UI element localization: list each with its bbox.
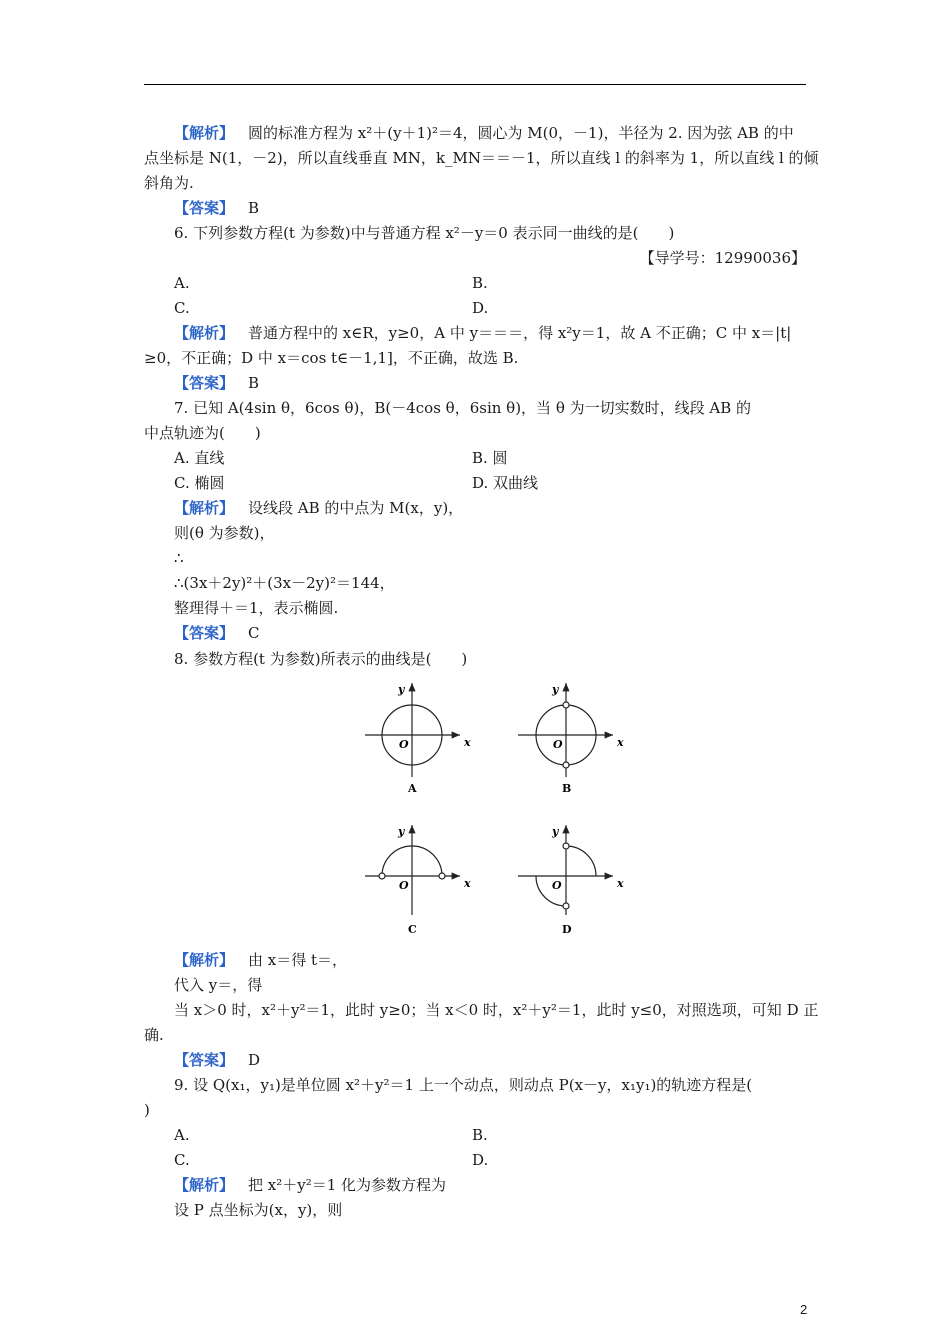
q7-stem-line-1: 7. 已知 A(4sin θ，6cos θ)，B(－4cos θ，6sin θ)，当 θ 为一切实数时，线段 AB 的	[174, 399, 752, 417]
open-point	[563, 903, 569, 909]
x-label: x	[464, 736, 471, 749]
x-label: x	[617, 736, 624, 749]
q9-stem-line-1: 9. 设 Q(x₁，y₁)是单位圆 x²＋y²＝1 上一个动点，则动点 P(x－y，x₁y₁)的轨迹方程是(	[174, 1076, 753, 1094]
analysis-tag: 【解析】	[174, 124, 235, 142]
q8-options-figure	[340, 675, 650, 945]
answer-tag: 【答案】	[174, 199, 235, 217]
open-point	[439, 873, 445, 879]
q6-option-a: A.	[174, 274, 190, 292]
y-label: y	[398, 825, 405, 838]
q7-option-b: B. 圆	[472, 449, 508, 467]
q7-option-c: C. 椭圆	[174, 474, 225, 492]
q7-analysis-line-2: 则(θ 为参数)，	[174, 524, 275, 542]
q7-analysis-line-1: 【解析】 设线段 AB 的中点为 M(x，y)，	[174, 499, 464, 517]
open-point	[379, 873, 385, 879]
origin-label: O	[552, 879, 562, 892]
q8-analysis-line-3: 当 x＞0 时，x²＋y²＝1，此时 y≥0；当 x＜0 时，x²＋y²＝1，此时 y≤0，对照选项，可知 D 正	[174, 1001, 819, 1019]
y-label: y	[398, 683, 405, 696]
q6-option-b: B.	[472, 274, 488, 292]
q7-analysis-line-5: 整理得＋＝1，表示椭圆.	[174, 599, 339, 617]
option-c-graph	[365, 825, 460, 915]
q6-analysis-line-1: 【解析】 普通方程中的 x∈R，y≥0，A 中 y＝＝＝，得 x²y＝1，故 A 不正确；C 中 x＝|t|	[174, 324, 792, 342]
q9-option-b: B.	[472, 1126, 488, 1144]
option-a-label: A	[408, 782, 417, 795]
q6-option-c: C.	[174, 299, 190, 317]
q7-analysis-line-4: ∴(3x＋2y)²＋(3x－2y)²＝144，	[174, 574, 395, 592]
q5-analysis-line-1: 【解析】 圆的标准方程为 x²＋(y＋1)²＝4，圆心为 M(0，－1)，半径为 2. 因为弦 AB 的中	[174, 124, 794, 142]
q5-analysis-line-2: 点坐标是 N(1，－2)，所以直线垂直 MN，k_MN＝＝－1，所以直线 l 的斜率为 1，所以直线 l 的倾	[144, 149, 819, 167]
q8-stem: 8. 参数方程(t 为参数)所表示的曲线是( )	[174, 650, 468, 668]
option-d-label: D	[562, 923, 572, 936]
q9-option-c: C.	[174, 1151, 190, 1169]
q9-option-a: A.	[174, 1126, 190, 1144]
origin-label: O	[553, 738, 563, 751]
open-point	[563, 762, 569, 768]
q6-option-d: D.	[472, 299, 489, 317]
x-label: x	[464, 877, 471, 890]
y-label: y	[552, 683, 559, 696]
q5-answer: 【答案】 B	[174, 199, 260, 217]
q6-analysis-line-2: ≥0，不正确；D 中 x＝cos t∈－1,1]，不正确，故选 B.	[144, 349, 519, 367]
open-point	[563, 843, 569, 849]
q9-stem-line-2: )	[144, 1101, 150, 1119]
origin-label: O	[399, 738, 409, 751]
q6-answer: 【答案】 B	[174, 374, 260, 392]
option-b-graph	[518, 683, 613, 777]
q7-option-a: A. 直线	[174, 449, 225, 467]
q9-option-d: D.	[472, 1151, 489, 1169]
q7-stem-line-2: 中点轨迹为( )	[144, 424, 261, 442]
q9-analysis-line-1: 【解析】 把 x²＋y²＝1 化为参数方程为	[174, 1176, 447, 1194]
option-a-graph	[365, 683, 460, 777]
q8-analysis-line-2: 代入 y＝，得	[174, 976, 263, 994]
q9-analysis-line-2: 设 P 点坐标为(x，y)，则	[174, 1201, 343, 1219]
page-number: 2	[800, 1302, 808, 1317]
option-c-label: C	[408, 923, 417, 936]
open-point	[563, 702, 569, 708]
x-label: x	[617, 877, 624, 890]
header-rule	[144, 84, 806, 85]
option-d-graph	[518, 825, 613, 915]
origin-label: O	[399, 879, 409, 892]
option-b-label: B	[562, 782, 572, 795]
q8-answer: 【答案】 D	[174, 1051, 261, 1069]
arc-quadrant-1	[566, 846, 596, 876]
q8-analysis-line-1: 【解析】 由 x＝得 t＝，	[174, 951, 348, 969]
q7-option-d: D. 双曲线	[472, 474, 539, 492]
q7-analysis-line-3: ∴	[174, 549, 184, 567]
q6-stem: 6. 下列参数方程(t 为参数)中与普通方程 x²－y＝0 表示同一曲线的是( )	[174, 224, 675, 242]
y-label: y	[552, 825, 559, 838]
q5-analysis-line-3: 斜角为.	[144, 174, 194, 192]
q6-guide-number: 【导学号：12990036】	[639, 249, 806, 267]
q8-analysis-line-4: 确.	[144, 1026, 164, 1044]
q7-answer: 【答案】 C	[174, 624, 260, 642]
